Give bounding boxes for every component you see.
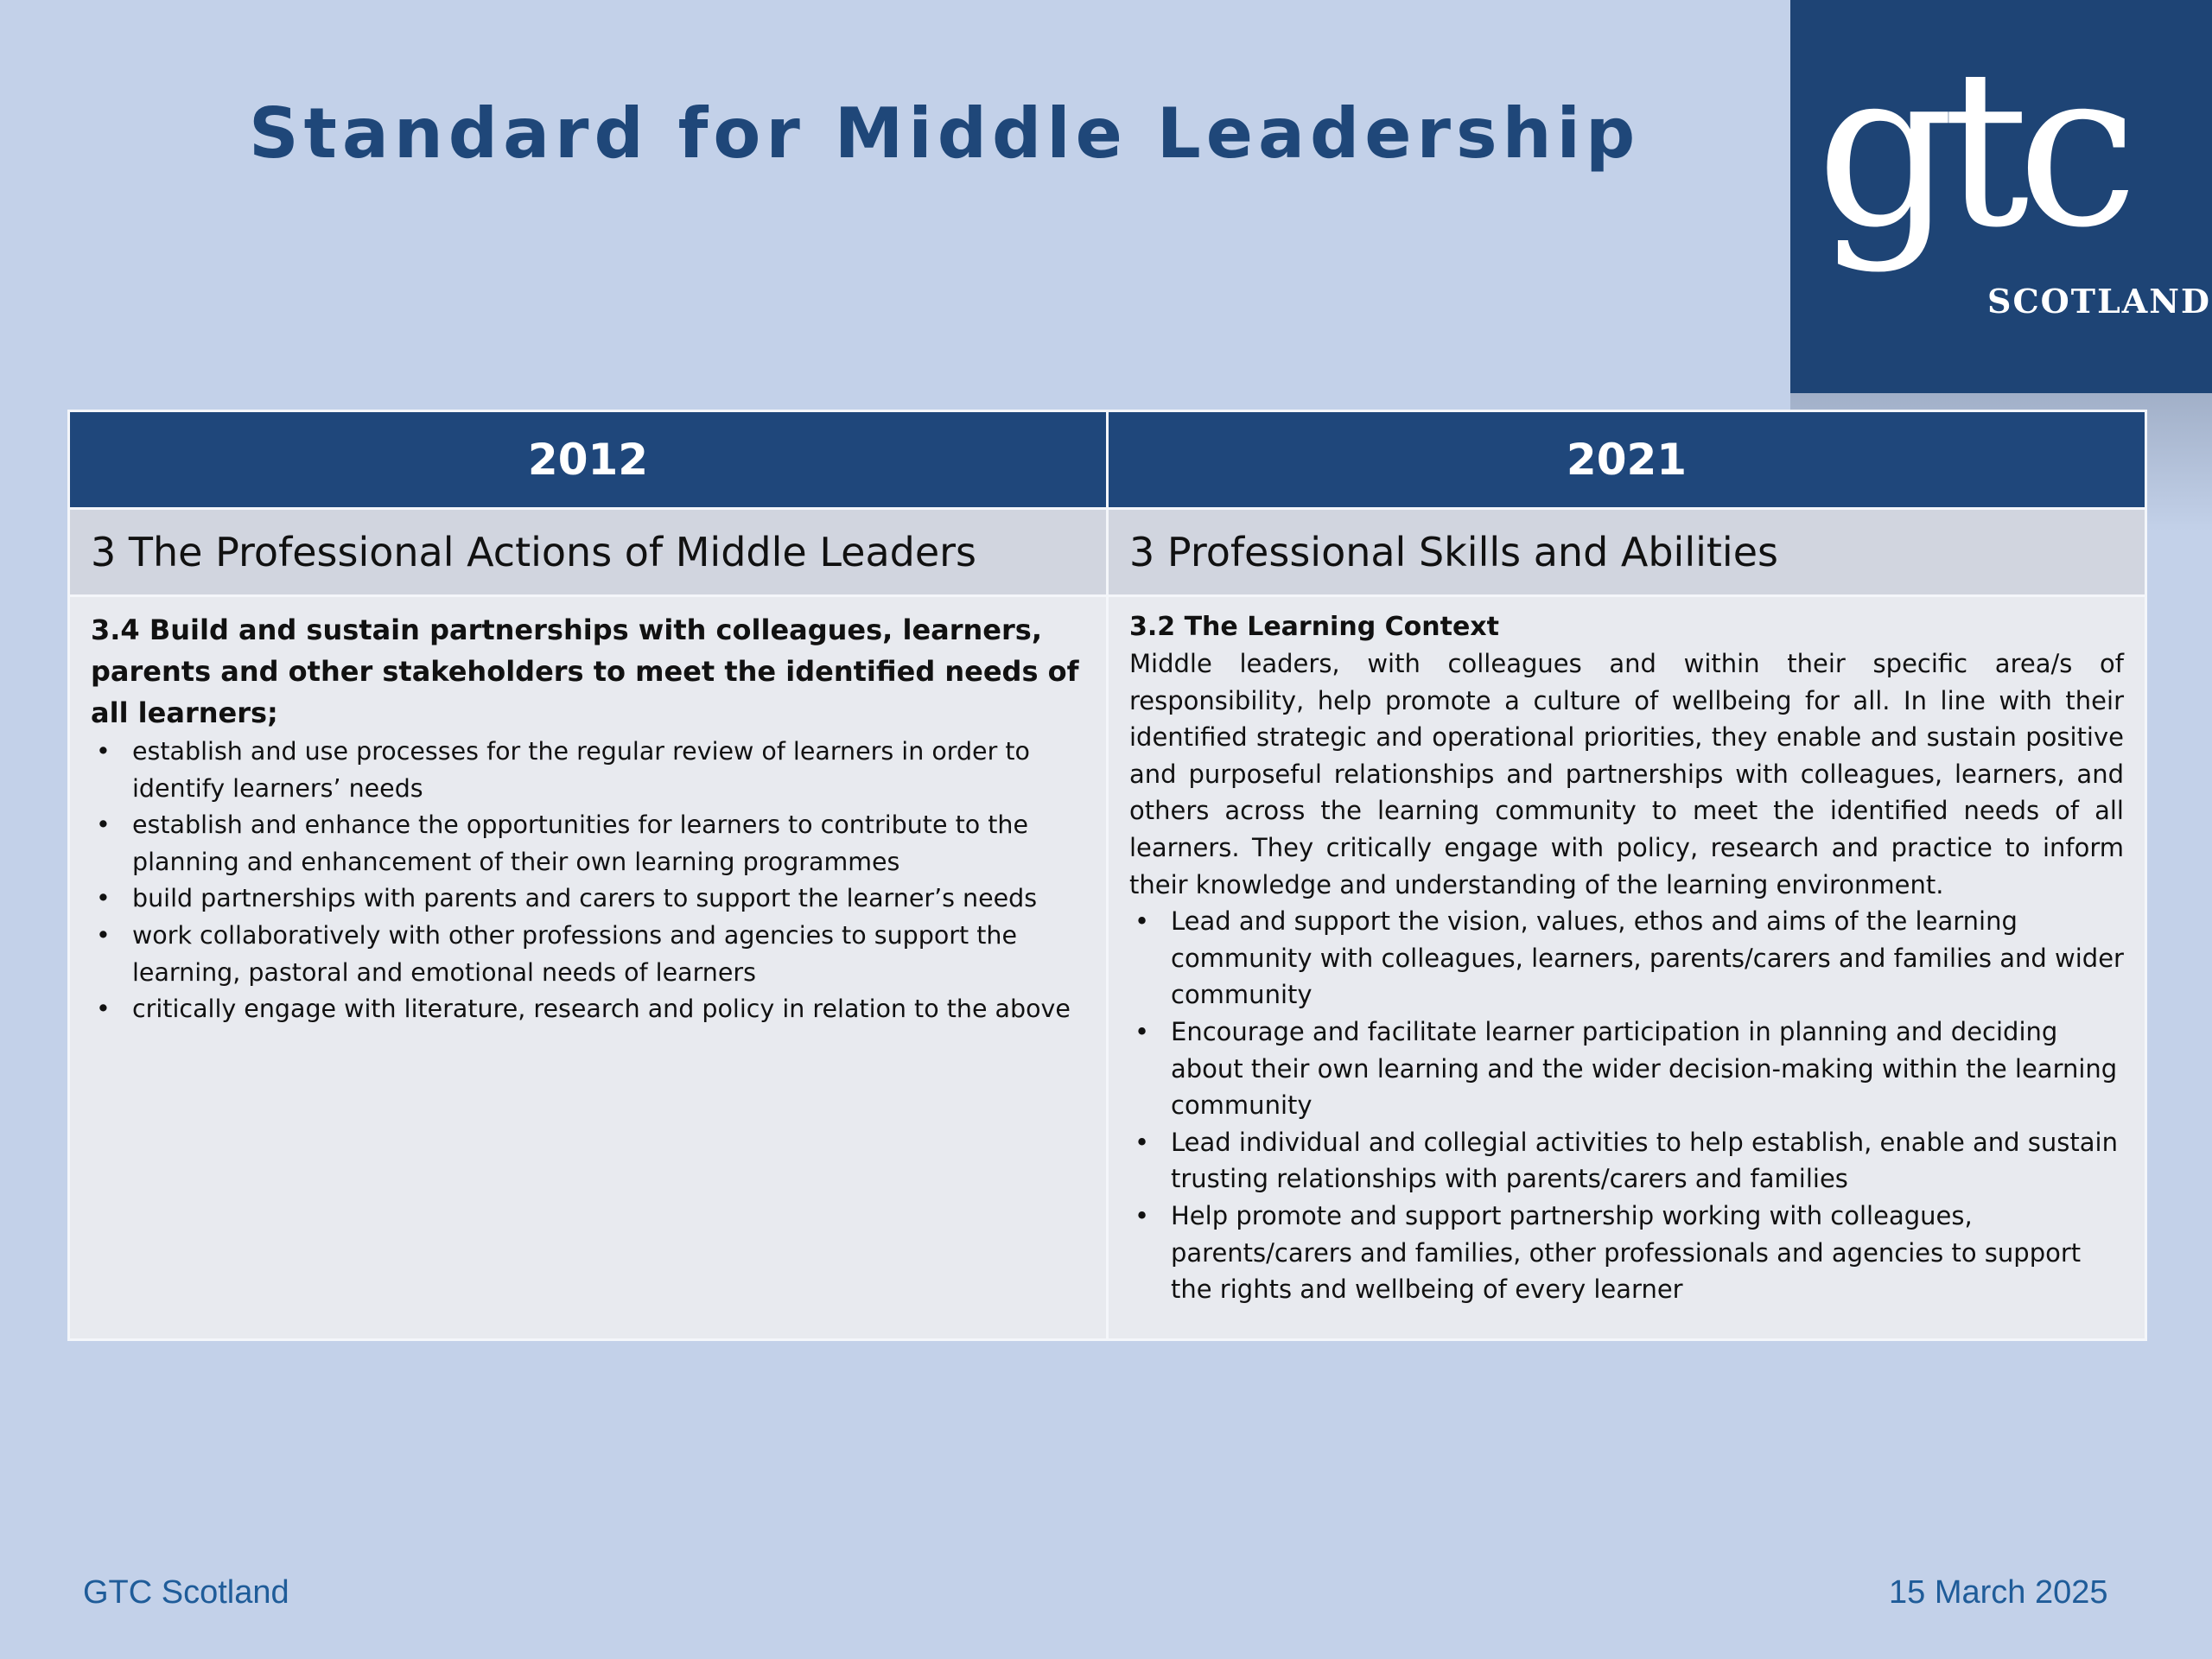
list-item: • establish and enhance the opportunities for learners to contribute to the planning and enhancement of their own learning programmes: [91, 807, 1085, 880]
logo-subtitle: SCOTLAND: [1987, 282, 2211, 321]
bullet-icon: •: [96, 995, 111, 1024]
list-item: • Lead individual and collegial activities to help establish, enable and sustain trusting relationships with parents/carers and families: [1129, 1124, 2124, 1198]
bullet-icon: •: [96, 920, 111, 950]
body-cell-right: [1108, 596, 2146, 1340]
bullet-icon: •: [1135, 1127, 1150, 1157]
column-header-2021: 2021: [1108, 411, 2146, 509]
learning-context-heading: 3.2 The Learning Context: [1129, 612, 1499, 642]
bullet-icon: •: [1135, 1016, 1150, 1046]
standard-3-4-heading: 3.4 Build and sustain partnerships with colleagues, learners, parents and other stakeholders to meet the identified needs of all learners;: [91, 613, 1079, 729]
left-bullet-list: [91, 734, 1085, 1028]
section-heading-right: 3 Professional Skills and Abilities: [1108, 509, 2146, 596]
footer-organisation: GTC Scotland: [83, 1574, 289, 1611]
bullet-icon: •: [1135, 1200, 1150, 1230]
right-bullet-list: [1129, 903, 2124, 1308]
bullet-icon: •: [96, 810, 111, 840]
list-item: • establish and use processes for the regular review of learners in order to identify learners’ needs: [91, 734, 1085, 807]
bullet-icon: •: [96, 884, 111, 913]
body-cell-left: [69, 596, 1108, 1340]
slide-title: Standard for Middle Leadership: [249, 93, 1641, 174]
section-heading-left: 3 The Professional Actions of Middle Leaders: [69, 509, 1108, 596]
list-item: • Help promote and support partnership working with colleagues, parents/carers and families, other professionals and agencies to support the rights and wellbeing of every learner: [1129, 1198, 2124, 1308]
list-item: • Lead and support the vision, values, ethos and aims of the learning community with colleagues, learners, parents/carers and families and wider community: [1129, 903, 2124, 1014]
column-header-2012: 2012: [69, 411, 1108, 509]
list-item: • Encourage and facilitate learner participation in planning and deciding about their own learning and the wider decision-making within the learning community: [1129, 1014, 2124, 1124]
comparison-table: [67, 410, 2147, 1341]
gtc-scotland-logo: [1790, 0, 2212, 393]
learning-context-paragraph: Middle leaders, with colleagues and within their specific area/s of responsibility, help promote a culture of wellbeing for all. In line with their identified strategic and operational priorities, they enable and sustain positive and purposeful relationships and partnerships with colleagues, learners, and others across the learning community to meet the identified needs of all learners. They critically engage with policy, research and practice to inform their knowledge and understanding of the learning environment.: [1129, 649, 2124, 899]
bullet-icon: •: [96, 737, 111, 766]
footer-date: 15 March 2025: [1889, 1574, 2108, 1611]
list-item: • critically engage with literature, research and policy in relation to the above: [91, 991, 1085, 1028]
list-item: • build partnerships with parents and carers to support the learner’s needs: [91, 880, 1085, 918]
bullet-icon: •: [1135, 906, 1150, 937]
logo-mark: gtc: [1816, 23, 2126, 275]
list-item: • work collaboratively with other professions and agencies to support the learning, pastoral and emotional needs of learners: [91, 918, 1085, 991]
